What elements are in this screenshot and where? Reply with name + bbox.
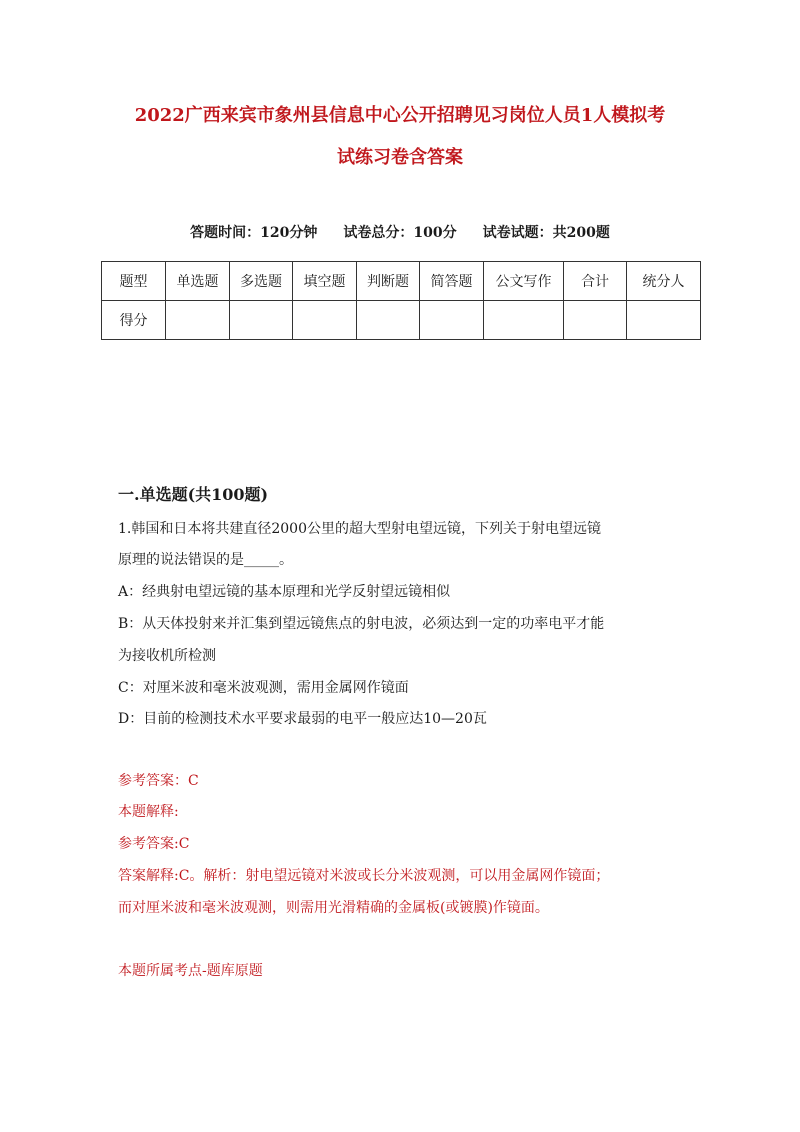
section-heading: 一.单选题(共100题) <box>118 485 269 504</box>
option-b-line2: 为接收机所检测 <box>118 648 216 664</box>
score-cell <box>564 301 627 340</box>
option-a: A：经典射电望远镜的基本原理和光学反射望远镜相似 <box>118 584 451 600</box>
score-cell <box>166 301 230 340</box>
reference-answer: 参考答案：C <box>118 773 199 789</box>
option-c: C：对厘米波和毫米波观测，需用金属网作镜面 <box>118 680 409 696</box>
option-d: D：目前的检测技术水平要求最弱的电平一般应达10—20瓦 <box>118 711 487 727</box>
question-stem-line2: 原理的说法错误的是_____。 <box>118 552 293 568</box>
score-table-header: 判断题 <box>357 262 420 301</box>
explanation-line2: 而对厘米波和毫米波观测，则需用光滑精确的金属板(或镀膜)作镜面。 <box>118 900 549 916</box>
score-table-header: 多选题 <box>230 262 293 301</box>
score-table-header: 题型 <box>102 262 166 301</box>
score-cell <box>230 301 293 340</box>
exam-question-count: 试卷试题：共200题 <box>482 225 610 241</box>
doc-title-line2: 试练习卷含答案 <box>337 147 463 168</box>
score-table <box>101 261 701 340</box>
score-table-header: 简答题 <box>420 262 484 301</box>
option-b-line1: B：从天体投射来并汇集到望远镜焦点的射电波，必须达到一定的功率电平才能 <box>118 616 605 632</box>
score-table-header: 公文写作 <box>484 262 564 301</box>
explanation-label: 本题解释: <box>118 804 179 820</box>
score-table-header: 统分人 <box>627 262 701 301</box>
score-cell <box>484 301 564 340</box>
exam-time: 答题时间：120分钟 <box>190 225 318 241</box>
score-table-score-row <box>102 301 701 340</box>
score-table-header: 合计 <box>564 262 627 301</box>
doc-title-line1: 2022广西来宾市象州县信息中心公开招聘见习岗位人员1人模拟考 <box>134 105 666 126</box>
exam-meta <box>100 222 700 242</box>
score-row-label: 得分 <box>102 301 166 340</box>
score-table-header: 单选题 <box>166 262 230 301</box>
score-cell <box>627 301 701 340</box>
score-cell <box>293 301 357 340</box>
score-table-header: 填空题 <box>293 262 357 301</box>
reference-answer-2: 参考答案:C <box>118 836 190 852</box>
score-cell <box>420 301 484 340</box>
score-cell <box>357 301 420 340</box>
score-table-header-row <box>102 262 701 301</box>
question-stem-line1: 1.韩国和日本将共建直径2000公里的超大型射电望远镜，下列关于射电望远镜 <box>118 521 601 537</box>
topic-note: 本题所属考点-题库原题 <box>118 963 263 979</box>
explanation-line1: 答案解释:C。解析：射电望远镜对米波或长分米波观测，可以用金属网作镜面； <box>118 868 610 884</box>
exam-total-score: 试卷总分：100分 <box>343 225 457 241</box>
